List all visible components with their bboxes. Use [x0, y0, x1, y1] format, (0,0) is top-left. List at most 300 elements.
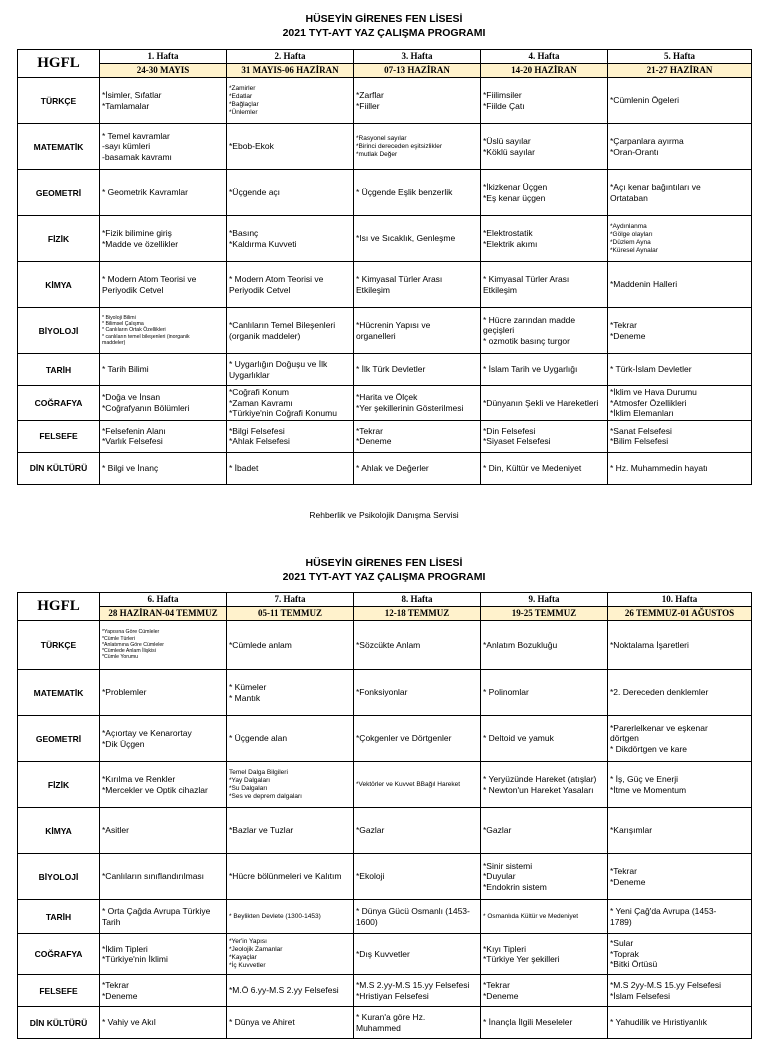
topic-line: *Anlatım Bozukluğu [483, 639, 558, 650]
topic-line: *Din Felsefesi [483, 425, 536, 436]
topic-line: *Doğa ve İnsan [102, 392, 161, 403]
topic-cell [608, 124, 752, 170]
topic-cell [481, 386, 608, 421]
topic-line: (organik maddeler) [229, 330, 301, 341]
week-label-row [18, 593, 752, 607]
subject-name: TARİH [18, 900, 100, 934]
week-dates: 26 TEMMUZ-01 AĞUSTOS [608, 607, 752, 621]
topic-line: *Isı ve Sıcaklık, Genleşme [356, 233, 456, 244]
topic-line: *Siyaset Felsefesi [483, 436, 551, 446]
topic-cell [608, 420, 752, 452]
topic-line: 1600) [356, 916, 378, 927]
topic-cell [100, 216, 227, 262]
topic-line: Etkileşim [356, 284, 391, 295]
topic-line: *Birinci dereceden eşitsizlikler [356, 142, 442, 150]
topic-line: *Türkiye'nin Coğrafi Konumu [229, 408, 337, 418]
topic-line: organelleri [356, 330, 396, 341]
topic-line: -sayı kümleri [102, 141, 151, 152]
topic-line: * Biyoloji Bilimi [102, 314, 136, 321]
topic-line: *Cümlede anlam [229, 639, 292, 650]
topic-cell [227, 670, 354, 716]
week-dates: 14-20 HAZİRAN [481, 64, 608, 78]
topic-cell [354, 621, 481, 670]
week-dates: 24-30 MAYIS [100, 64, 227, 78]
topic-line: * Beylikten Devlete (1300-1453) [229, 912, 321, 920]
topic-line: *Kayaçlar [229, 954, 257, 961]
topic-line: *M.S 2.yy-M.S 15.yy Felsefesi [356, 980, 470, 990]
topic-cell [608, 78, 752, 124]
topic-cell [354, 900, 481, 934]
topic-cell [100, 1007, 227, 1039]
topic-cell [100, 262, 227, 308]
subject-row [18, 124, 752, 170]
topic-line: maddeler) [102, 339, 126, 346]
topic-cell [608, 1007, 752, 1039]
topic-line: * canlıların temel bileşenleri (inorganik [102, 333, 190, 340]
topic-cell [608, 452, 752, 484]
topic-line: *Bilim Felsefesi [610, 436, 669, 446]
topic-line: *Sinir sistemi [483, 860, 533, 871]
topic-line: *İklim Elemanları [610, 408, 674, 418]
topic-cell [481, 900, 608, 934]
week-dates: 07-13 HAZİRAN [354, 64, 481, 78]
topic-line: * ozmotik basınç turgor [483, 335, 570, 346]
subject-name: BİYOLOJİ [18, 854, 100, 900]
topic-cell [354, 420, 481, 452]
topic-line: *Coğrafi Konum [229, 387, 290, 397]
topic-line: * Dünya ve Ahiret [229, 1017, 295, 1028]
footer-text: Rehberlik ve Psikolojik Danışma Servisi [309, 510, 459, 520]
topic-cell [608, 975, 752, 1007]
subject-name: MATEMATİK [18, 124, 100, 170]
topic-line: *Toprak [610, 948, 639, 959]
topic-line: *Dış Kuvvetler [356, 948, 410, 959]
topic-line: *Sular [610, 938, 634, 949]
topic-line: *Madde ve özellikler [102, 238, 179, 249]
week-label: 6. Hafta [100, 593, 227, 607]
topic-cell [481, 308, 608, 354]
topic-cell [354, 78, 481, 124]
topic-line: *Gazlar [356, 825, 385, 836]
subject-name: FELSEFE [18, 975, 100, 1007]
topic-cell [100, 124, 227, 170]
topic-cell [100, 386, 227, 421]
topic-line: *Elektrik akımı [483, 238, 538, 249]
topic-line: *Açıortay ve Kenarortay [102, 728, 192, 738]
topic-line: * Dünya Gücü Osmanlı (1453- [356, 906, 470, 916]
topic-cell [100, 900, 227, 934]
week-label: 4. Hafta [481, 50, 608, 64]
topic-line: *Üçgende açı [229, 187, 281, 198]
topic-cell [608, 354, 752, 386]
topic-line: *Asitler [102, 825, 129, 836]
topic-line: *Fiilimsiler [483, 90, 522, 100]
topic-line: *Bilgi Felsefesi [229, 425, 285, 436]
topic-cell [481, 124, 608, 170]
subject-row [18, 1007, 752, 1039]
topic-line: *Varlık Felsefesi [102, 436, 163, 446]
topic-line: * Yeni Çağ'da Avrupa (1453- [610, 906, 717, 916]
topic-line: * Mantık [229, 692, 261, 703]
week-label: 1. Hafta [100, 50, 227, 64]
topic-cell [481, 975, 608, 1007]
topic-cell [227, 621, 354, 670]
topic-cell [608, 808, 752, 854]
topic-line: *Atmosfer Özellikleri [610, 397, 687, 408]
topic-line: * Hücre zarından madde [483, 314, 576, 325]
subject-name: GEOMETRİ [18, 170, 100, 216]
topic-line: *Ekoloji [356, 871, 385, 882]
topic-line: *İklim Tipleri [102, 943, 148, 954]
topic-line: *Hücrenin Yapısı ve [356, 320, 431, 330]
topic-cell [227, 308, 354, 354]
subject-row [18, 808, 752, 854]
topic-cell [608, 854, 752, 900]
topic-cell [481, 716, 608, 762]
topic-line: Tarih [102, 916, 121, 927]
topic-cell [227, 975, 354, 1007]
topic-line: Muhammed [356, 1022, 401, 1033]
topic-cell [608, 216, 752, 262]
topic-line: * Polinomlar [483, 687, 529, 698]
topic-line: * Osmanlıda Kültür ve Medeniyet [483, 912, 579, 920]
topic-line: *Fiilde Çatı [483, 100, 525, 111]
topic-line: *İtme ve Momentum [610, 784, 687, 795]
topic-line: dörtgen [610, 733, 639, 744]
topic-cell [481, 354, 608, 386]
topic-line: * Temel kavramlar [102, 130, 170, 141]
topic-line: * İş, Güç ve Enerji [610, 774, 679, 784]
topic-cell [608, 900, 752, 934]
subject-row [18, 386, 752, 421]
subject-row [18, 452, 752, 484]
topic-line: * Din, Kültür ve Medeniyet [483, 462, 582, 473]
topic-line: *Deneme [610, 330, 646, 341]
topic-line: * İlk Türk Devletler [356, 364, 426, 375]
topic-cell [354, 1007, 481, 1039]
topic-line: *Harita ve Ölçek [356, 392, 418, 403]
topic-line: *Cümle Yorumu [102, 654, 139, 661]
topic-line: * Newton'un Hareket Yasaları [483, 784, 594, 795]
topic-line: *Bitki Örtüsü [610, 959, 658, 970]
topic-line: *2. Dereceden denklemler [610, 687, 709, 698]
topic-line: *Türkiye'nin İklimi [102, 954, 168, 964]
subject-name: TARİH [18, 354, 100, 386]
topic-line: * Hz. Muhammedin hayatı [610, 462, 708, 473]
topic-line: * Orta Çağda Avrupa Türkiye [102, 906, 211, 916]
topic-cell [354, 124, 481, 170]
topic-line: *Hristiyan Felsefesi [356, 990, 429, 1001]
corner-logo-text: HGFL [18, 50, 100, 78]
topic-line: *İslam Felsefesi [610, 990, 670, 1001]
subject-name: BİYOLOJİ [18, 308, 100, 354]
subject-name: KİMYA [18, 262, 100, 308]
topic-line: *Karışımlar [610, 825, 653, 836]
topic-cell [227, 78, 354, 124]
topic-line: *İç Kuvvetler [229, 962, 266, 969]
subject-row [18, 934, 752, 975]
subject-name: COĞRAFYA [18, 934, 100, 975]
topic-line: *Çarpanlara ayırma [610, 136, 684, 146]
topic-line: *Fiiller [356, 100, 380, 111]
topic-line: *Basınç [229, 228, 259, 238]
topic-cell [354, 854, 481, 900]
topic-cell [608, 621, 752, 670]
topic-line: *Problemler [102, 687, 147, 698]
topic-line: *Ses ve deprem dalgaları [229, 792, 302, 800]
topic-cell [227, 762, 354, 808]
topic-line: *Dik Üçgen [102, 738, 145, 749]
topic-line: *mutlak Değer [356, 150, 398, 158]
topic-line: *Vektörler ve Kuvvet BBağıl Hareket [356, 780, 461, 788]
subject-name: FİZİK [18, 762, 100, 808]
topic-line: *Bazlar ve Tuzlar [229, 825, 294, 836]
topic-cell [227, 262, 354, 308]
topic-cell [100, 308, 227, 354]
topic-cell [227, 170, 354, 216]
week-label: 8. Hafta [354, 593, 481, 607]
topic-line: *Mercekler ve Optik cihazlar [102, 784, 208, 795]
topic-line: * Kimyasal Türler Arası [483, 274, 570, 284]
topic-line: *Cümle Türleri [102, 635, 136, 642]
topic-cell [608, 308, 752, 354]
topic-line: * Bilgi ve İnanç [102, 462, 159, 473]
program-title-2: 2021 TYT-AYT YAZ ÇALIŞMA PROGRAMI [282, 571, 486, 583]
subject-row [18, 216, 752, 262]
topic-line: *Yer şekillerinin Gösterilmesi [356, 402, 464, 413]
week-label: 3. Hafta [354, 50, 481, 64]
topic-cell [481, 670, 608, 716]
topic-line: *Tekrar [356, 425, 383, 436]
subject-name: MATEMATİK [18, 670, 100, 716]
week-dates: 12-18 TEMMUZ [354, 607, 481, 621]
topic-line: * İnançla İlgili Meseleler [483, 1017, 573, 1028]
topic-line: * Uygarlığın Doğuşu ve İlk [229, 359, 328, 369]
week-label: 7. Hafta [227, 593, 354, 607]
topic-cell [481, 78, 608, 124]
topic-cell [100, 975, 227, 1007]
topic-cell [227, 386, 354, 421]
topic-line: *Oran-Orantı [610, 146, 659, 157]
topic-cell [100, 934, 227, 975]
topic-line: * Deltoid ve yamuk [483, 733, 554, 744]
topic-line: *Kaldırma Kuvveti [229, 238, 297, 249]
topic-line: *Deneme [483, 990, 519, 1001]
topic-line: *Hücre bölünmeleri ve Kalıtım [229, 871, 342, 882]
topic-line: *Zarflar [356, 90, 384, 100]
topic-line: *İkizkenar Üçgen [483, 182, 548, 192]
subject-name: TÜRKÇE [18, 78, 100, 124]
topic-line: * Modern Atom Teorisi ve [229, 274, 324, 284]
topic-line: *Canlıların sınıflandırılması [102, 871, 205, 882]
topic-line: *Cümlenin Ögeleri [610, 95, 679, 106]
topic-cell [608, 716, 752, 762]
subject-row [18, 78, 752, 124]
week-label: 2. Hafta [227, 50, 354, 64]
topic-line: *Tekrar [610, 866, 637, 876]
topic-line: * Tarih Bilimi [102, 364, 149, 375]
topic-cell [100, 670, 227, 716]
topic-cell [354, 670, 481, 716]
topic-line: *Köklü sayılar [483, 146, 535, 157]
subject-row [18, 262, 752, 308]
topic-line: *Deneme [102, 990, 138, 1001]
topic-cell [354, 354, 481, 386]
topic-line: Periyodik Cetvel [102, 284, 164, 295]
topic-line: *Aydınlanma [610, 222, 647, 230]
topic-line: *Endokrin sistem [483, 881, 547, 892]
topic-line: *Ünlemler [229, 108, 258, 116]
topic-cell [608, 386, 752, 421]
week-label: 5. Hafta [608, 50, 752, 64]
topic-line: *Canlıların Temel Bileşenleri [229, 320, 336, 330]
topic-cell [100, 452, 227, 484]
topic-cell [227, 854, 354, 900]
topic-cell [100, 762, 227, 808]
subject-name: COĞRAFYA [18, 386, 100, 421]
topic-line: *Felsefenin Alanı [102, 425, 166, 436]
topic-line: *Edatlar [229, 92, 253, 100]
topic-line: *Sözcükte Anlam [356, 639, 421, 650]
subject-row [18, 716, 752, 762]
topic-line: Temel Dalga Bilgileri [229, 768, 288, 776]
topic-line: * Modern Atom Teorisi ve [102, 274, 197, 284]
topic-cell [481, 621, 608, 670]
topic-line: *Jeolojik Zamanlar [229, 946, 283, 953]
week-dates: 28 HAZİRAN-04 TEMMUZ [100, 607, 227, 621]
topic-cell [608, 762, 752, 808]
topic-line: * Üçgende Eşlik benzerlik [356, 187, 453, 198]
topic-line: * Kimyasal Türler Arası [356, 274, 443, 284]
topic-line: *Yapısına Göre Cümleler [102, 629, 160, 636]
subject-name: GEOMETRİ [18, 716, 100, 762]
week-label: 9. Hafta [481, 593, 608, 607]
subject-name: FELSEFE [18, 420, 100, 452]
topic-cell [481, 216, 608, 262]
topic-line: * Üçgende alan [229, 733, 288, 744]
topic-line: *İsimler, Sıfatlar [102, 90, 162, 100]
topic-line: *Elektrostatik [483, 228, 533, 238]
subject-row [18, 621, 752, 670]
topic-line: *Sanat Felsefesi [610, 425, 672, 436]
topic-line: * Kuran'a göre Hz. [356, 1012, 426, 1022]
week-dates: 31 MAYIS-06 HAZİRAN [227, 64, 354, 78]
topic-cell [100, 621, 227, 670]
topic-line: *Anlatımına Göre Cümleler [102, 641, 164, 648]
topic-line: *Zaman Kavramı [229, 397, 293, 408]
topic-line: *Açı kenar bağıntıları ve [610, 182, 701, 192]
topic-line: *Yer'in Yapısı [229, 938, 267, 945]
topic-cell [481, 262, 608, 308]
topic-cell [354, 762, 481, 808]
topic-cell [227, 216, 354, 262]
subject-name: DİN KÜLTÜRÜ [18, 452, 100, 484]
topic-line: * İbadet [229, 462, 259, 473]
topic-cell [100, 854, 227, 900]
topic-cell [354, 170, 481, 216]
topic-line: *Su Dalgaları [229, 784, 268, 792]
schedule-table-2 [17, 592, 752, 1039]
subject-name: TÜRKÇE [18, 621, 100, 670]
topic-line: *Tekrar [483, 980, 510, 990]
topic-cell [354, 452, 481, 484]
topic-cell [354, 386, 481, 421]
topic-line: * Türk-İslam Devletler [610, 364, 692, 375]
topic-line: Etkileşim [483, 284, 518, 295]
topic-line: *Kırılma ve Renkler [102, 774, 176, 784]
program-title: 2021 TYT-AYT YAZ ÇALIŞMA PROGRAMI [282, 27, 486, 39]
topic-cell [354, 934, 481, 975]
topic-line: *İklim ve Hava Durumu [610, 387, 697, 397]
topic-line: * Yahudilik ve Hıristiyanlık [610, 1017, 708, 1028]
topic-cell [481, 452, 608, 484]
subject-name: FİZİK [18, 216, 100, 262]
topic-line: *Tamlamalar [102, 100, 150, 111]
topic-cell [354, 975, 481, 1007]
subject-row [18, 420, 752, 452]
topic-line: * Kümeler [229, 682, 267, 692]
schedule-table-1 [17, 49, 752, 485]
topic-line: -basamak kavramı [102, 151, 172, 162]
topic-cell [227, 808, 354, 854]
topic-line: *Maddenin Halleri [610, 279, 678, 290]
topic-cell [227, 900, 354, 934]
topic-line: *M.Ö 6.yy-M.S 2.yy Felsefesi [229, 985, 339, 996]
topic-line: *Cümlede Anlam İlişkisi [102, 648, 156, 655]
topic-cell [227, 452, 354, 484]
topic-cell [481, 854, 608, 900]
topic-line: *Fonksiyonlar [356, 687, 408, 698]
topic-line: *Yay Dalgaları [229, 776, 271, 784]
topic-line: *Tekrar [102, 980, 129, 990]
topic-line: *Gazlar [483, 825, 512, 836]
topic-cell [227, 420, 354, 452]
topic-cell [100, 808, 227, 854]
topic-cell [227, 1007, 354, 1039]
topic-line: * İslam Tarih ve Uygarlığı [483, 364, 578, 375]
topic-cell [608, 934, 752, 975]
week-dates: 05-11 TEMMUZ [227, 607, 354, 621]
topic-line: * Canlıların Ortak Özellikleri [102, 327, 166, 334]
topic-cell [354, 262, 481, 308]
topic-line: *Fizik bilimine giriş [102, 228, 172, 238]
topic-line: *Küresel Aynalar [610, 246, 658, 254]
topic-cell [481, 170, 608, 216]
topic-cell [481, 934, 608, 975]
topic-line: *Coğrafyanın Bölümleri [102, 402, 190, 413]
topic-cell [100, 170, 227, 216]
week-dates-row [18, 607, 752, 621]
week-dates: 21-27 HAZİRAN [608, 64, 752, 78]
topic-line: * Vahiy ve Akıl [102, 1017, 156, 1028]
topic-line: *Dünyanın Şekli ve Hareketleri [483, 397, 599, 408]
topic-line: *M.S 2yy-M.S 15.yy Felsefesi [610, 980, 722, 990]
topic-line: * Yeryüzünde Hareket (atışlar) [483, 774, 597, 784]
topic-cell [608, 262, 752, 308]
topic-line: *Tekrar [610, 320, 637, 330]
topic-line: *Gölge olayları [610, 230, 653, 238]
topic-line: *Deneme [610, 876, 646, 887]
topic-line: *Duyular [483, 871, 516, 882]
topic-line: *Düzlem Ayna [610, 238, 651, 246]
subject-row [18, 354, 752, 386]
subject-row [18, 170, 752, 216]
topic-line: *Türkiye Yer şekilleri [483, 954, 560, 964]
topic-cell [354, 716, 481, 762]
week-label-row [18, 50, 752, 64]
subject-row [18, 308, 752, 354]
subject-row [18, 670, 752, 716]
